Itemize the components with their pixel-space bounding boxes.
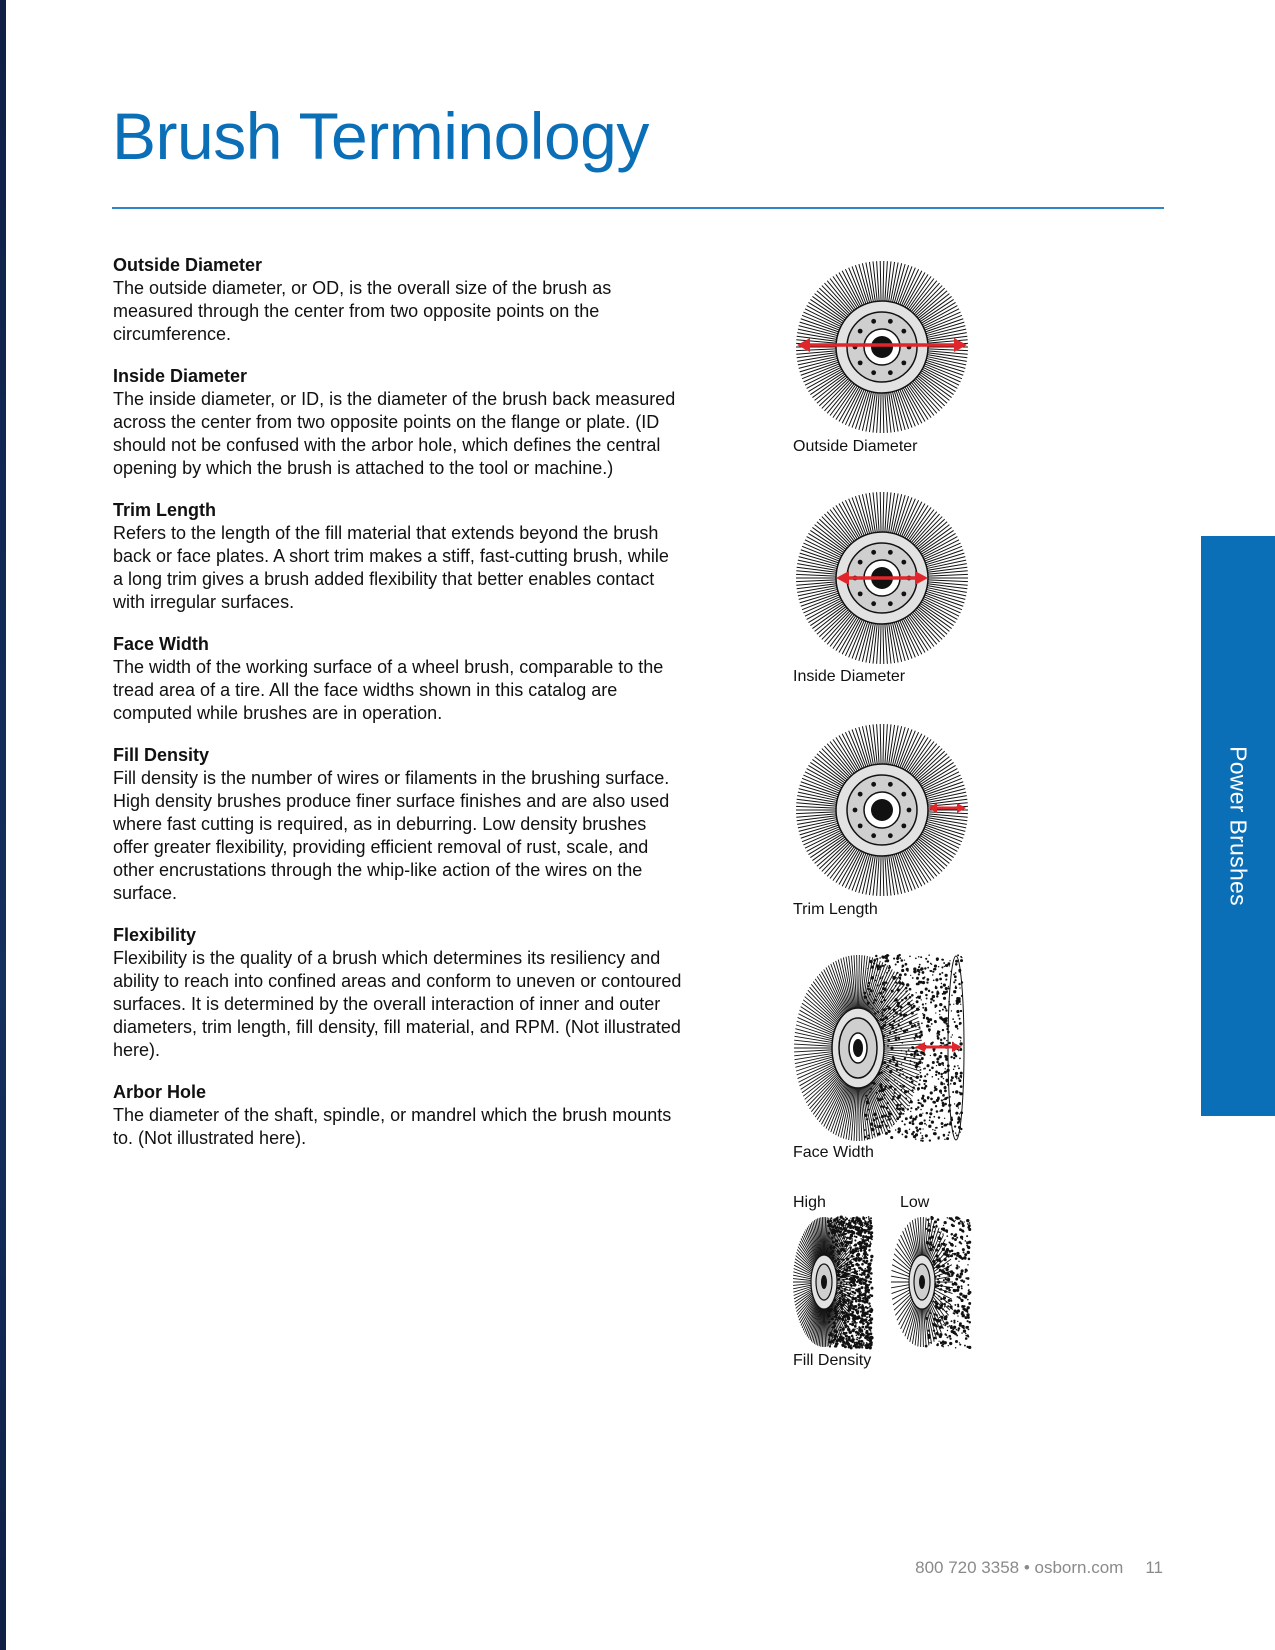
caption-low-density: Low: [900, 1194, 930, 1211]
inside-diameter-illustration: [792, 488, 972, 668]
low-density-illustration: [890, 1215, 972, 1350]
term-outside-diameter: [113, 254, 683, 346]
face-width-illustration: [792, 953, 972, 1143]
outside-diameter-illustration: [792, 257, 972, 437]
term-title: Fill Density: [113, 745, 210, 765]
page-number: 11: [1145, 1558, 1163, 1577]
term-trim-length: [113, 499, 683, 614]
caption-inside-diameter: Inside Diameter: [793, 668, 906, 685]
term-text: The inside diameter, or ID, is the diameter of the brush back measured across the center from two opposite points on the flange or plate. (ID should not be confused with the arbor hole, which defines the central opening by which the brush is attached to the tool or machine.): [113, 389, 676, 478]
left-edge-bar: [0, 0, 6, 1650]
caption-face-width: Face Width: [793, 1144, 874, 1161]
term-title: Trim Length: [113, 500, 216, 520]
term-text: Refers to the length of the fill material that extends beyond the brush back or face plates. A short trim makes a stiff, fast-cutting brush, while a long trim gives a brush added flexibility that better enables contact with irregular surfaces.: [113, 523, 669, 612]
term-title: Outside Diameter: [113, 255, 263, 275]
page-title: Brush Terminology: [112, 99, 649, 173]
term-text: Fill density is the number of wires or filaments in the brushing surface. High density brushes produce finer surface finishes and are also used where fast cutting is required, as in deburring. Low density brushes offer greater flexibility, providing efficient removal of rust, scale, and other encrustations through the whip-like action of the wires on the surface.: [113, 768, 670, 903]
caption-high-density: High: [793, 1194, 826, 1211]
term-title: Arbor Hole: [113, 1082, 207, 1102]
high-density-illustration: [792, 1215, 874, 1350]
term-text: The width of the working surface of a wheel brush, comparable to the tread area of a tire. All the face widths shown in this catalog are computed while brushes are in operation.: [113, 657, 664, 723]
section-side-tab: [1201, 536, 1275, 1116]
title-divider: [112, 207, 1164, 209]
term-title: Flexibility: [113, 925, 197, 945]
term-title: Face Width: [113, 634, 209, 654]
terms-list: [113, 254, 683, 1169]
term-arbor-hole: [113, 1081, 683, 1150]
term-flexibility: [113, 924, 683, 1062]
caption-outside-diameter: Outside Diameter: [793, 438, 918, 455]
footer-contact: 800 720 3358 • osborn.com: [915, 1558, 1124, 1577]
term-title: Inside Diameter: [113, 366, 248, 386]
page-footer: [915, 1558, 1163, 1578]
term-text: Flexibility is the quality of a brush which determines its resiliency and ability to reach into confined areas and conform to uneven or contoured surfaces. It is determined by the overall interaction of inner and outer diameters, trim length, fill density, fill material, and RPM. (Not illustrated here).: [113, 948, 682, 1060]
caption-fill-density: Fill Density: [793, 1352, 872, 1369]
caption-trim-length: Trim Length: [793, 901, 878, 918]
term-inside-diameter: [113, 365, 683, 480]
term-fill-density: [113, 744, 683, 905]
trim-length-illustration: [792, 720, 972, 900]
term-text: The diameter of the shaft, spindle, or mandrel which the brush mounts to. (Not illustrated here).: [113, 1105, 672, 1148]
section-tab-label: Power Brushes: [1225, 746, 1252, 906]
term-text: The outside diameter, or OD, is the overall size of the brush as measured through the center from two opposite points on the circumference.: [113, 278, 612, 344]
term-face-width: [113, 633, 683, 725]
